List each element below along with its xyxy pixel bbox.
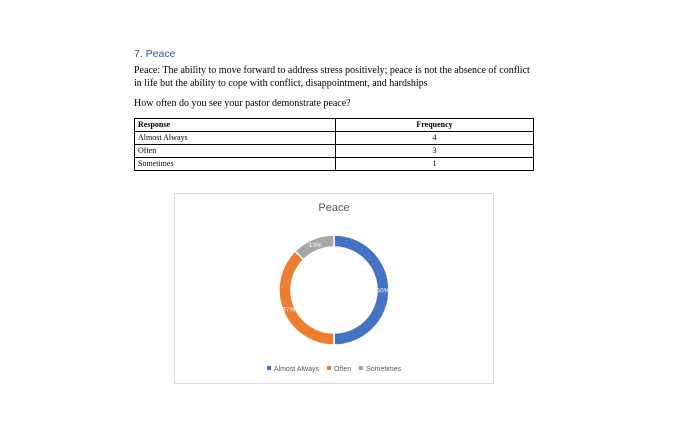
frequency-cell: 1 bbox=[336, 158, 534, 171]
legend-label: Sometimes bbox=[366, 366, 402, 373]
chart-title: Peace bbox=[318, 202, 350, 214]
legend-item bbox=[327, 366, 351, 373]
legend-swatch bbox=[267, 366, 271, 370]
frequency-table bbox=[134, 118, 534, 171]
doughnut-chart bbox=[174, 193, 494, 384]
legend-swatch bbox=[327, 366, 331, 370]
chart-legend bbox=[175, 366, 493, 373]
column-header-frequency: Frequency bbox=[336, 119, 534, 132]
column-header-response: Response bbox=[135, 119, 336, 132]
doughnut-slice-often bbox=[279, 251, 334, 345]
legend-label: Almost Always bbox=[273, 366, 319, 373]
legend-label: Often bbox=[333, 366, 352, 373]
data-label: 13% bbox=[308, 242, 322, 250]
response-cell: Often bbox=[135, 145, 336, 158]
table-header-row bbox=[135, 119, 534, 132]
table-row bbox=[135, 145, 534, 158]
legend-item bbox=[267, 366, 319, 373]
data-label: 50% bbox=[376, 287, 390, 295]
survey-question: How often do you see your pastor demonstrate peace? bbox=[134, 98, 351, 109]
frequency-cell: 3 bbox=[336, 145, 534, 158]
doughnut-chart-svg bbox=[175, 194, 493, 383]
legend-item bbox=[359, 366, 401, 373]
table-row bbox=[135, 132, 534, 145]
response-cell: Almost Always bbox=[135, 132, 336, 145]
peace-definition: Peace: The ability to move forward to address stress positively; peace is not the absence of conflict in life but the ability to cope with conflict, disappointment, and hardships bbox=[134, 65, 530, 89]
frequency-cell: 4 bbox=[336, 132, 534, 145]
legend-swatch bbox=[359, 366, 363, 370]
data-label: 37% bbox=[282, 306, 296, 314]
section-heading: 7. Peace bbox=[134, 48, 176, 60]
response-cell: Sometimes bbox=[135, 158, 336, 171]
table-row bbox=[135, 158, 534, 171]
